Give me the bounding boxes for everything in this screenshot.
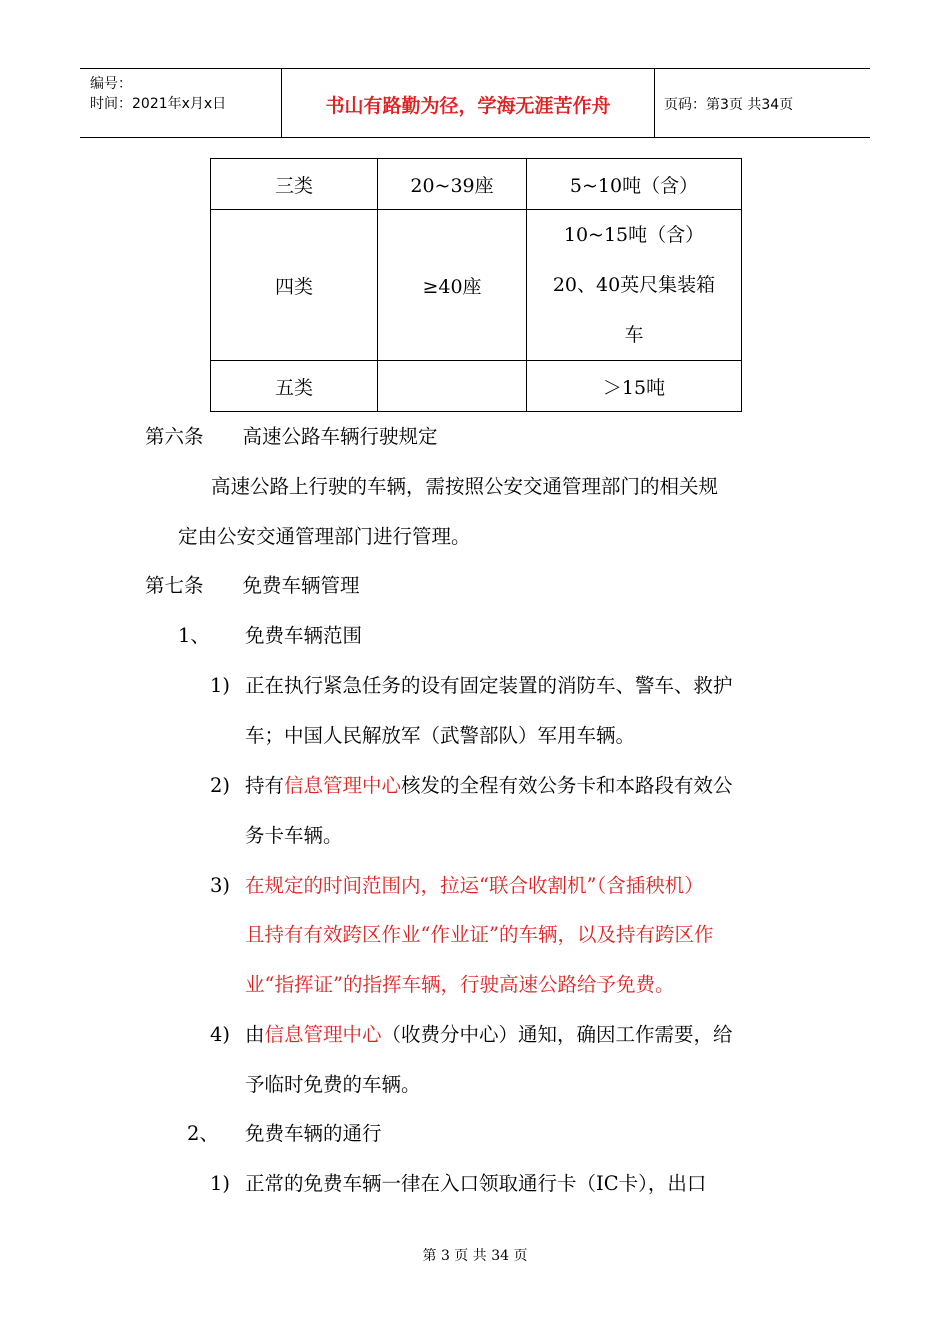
list-item-line-highlighted: 业“指挥证”的指挥车辆，行驶高速公路给予免费。: [245, 973, 675, 996]
table-cell-category: 三类: [211, 159, 378, 210]
list-item-line: 正常的免费车辆一律在入口领取通行卡（IC卡），出口: [245, 1172, 707, 1195]
article-6-paragraph-line: 高速公路上行驶的车辆，需按照公安交通管理部门的相关规: [211, 475, 719, 498]
list-item-line: 务卡车辆。: [245, 824, 343, 847]
list-item-line-highlighted: 在规定的时间范围内，拉运“联合收割机”（含插秧机）: [245, 874, 704, 897]
list-item-number: 1): [210, 1172, 231, 1195]
header-page-number: 页码：第3页 共34页: [664, 97, 794, 113]
section-2-number: 2、: [187, 1122, 219, 1145]
section-2-title: 免费车辆的通行: [245, 1122, 382, 1145]
tonnage-line: 20、40英尺集装箱: [552, 274, 716, 296]
section-1-number: 1、: [178, 624, 210, 647]
highlighted-term: 信息管理中心: [264, 1023, 382, 1046]
text-run: 核发的全程有效公务卡和本路段有效公: [401, 774, 733, 797]
tonnage-line: 车: [624, 324, 644, 346]
table-cell-tonnage: 5~10吨（含）: [527, 159, 742, 210]
list-item-line: [245, 773, 733, 799]
text-run: 持有: [245, 774, 285, 797]
article-6-paragraph-line: 定由公安交通管理部门进行管理。: [178, 525, 471, 548]
table-row: [211, 361, 742, 412]
list-item-line: 正在执行紧急任务的设有固定装置的消防车、警车、救护: [245, 674, 733, 697]
header-motto: 书山有路勤为径，学海无涯苦作舟: [325, 95, 611, 117]
page-footer: 第 3 页 共 34 页: [422, 1248, 528, 1264]
text-run: （收费分中心）通知，确因工作需要，给: [381, 1023, 733, 1046]
highlighted-term: 信息管理中心: [284, 774, 402, 797]
table-row: [211, 159, 742, 210]
table-cell-tonnage: ＞15吨: [527, 361, 742, 412]
list-item-number: 1): [210, 674, 231, 697]
table-cell-seats: 20~39座: [378, 159, 527, 210]
list-item-line-highlighted: 且持有有效跨区作业“作业证”的车辆，以及持有跨区作: [245, 923, 714, 946]
table-cell-category: 五类: [211, 361, 378, 412]
article-7-heading: 第七条 免费车辆管理: [145, 574, 360, 597]
list-item-number: 4): [210, 1023, 231, 1046]
header-motto-cell: [282, 69, 655, 137]
tonnage-line: 10~15吨（含）: [563, 224, 705, 246]
vehicle-classification-table: [210, 158, 742, 412]
document-time-label: 时间：2021年x月x日: [90, 96, 227, 112]
list-item-line: [245, 1022, 733, 1048]
list-item-line: 予临时免费的车辆。: [245, 1073, 421, 1096]
list-item-number: 2): [210, 774, 231, 797]
header-info-cell: [80, 69, 282, 137]
page-header: [80, 68, 870, 138]
list-item-line: 车；中国人民解放军（武警部队）军用车辆。: [245, 724, 636, 747]
table-cell-tonnage: [527, 210, 742, 361]
table-cell-seats: [378, 361, 527, 412]
table-row: [211, 210, 742, 361]
article-6-heading: 第六条 高速公路车辆行驶规定: [145, 425, 438, 448]
text-run: 由: [245, 1023, 265, 1046]
table-cell-category: 四类: [211, 210, 378, 361]
table-cell-seats: ≥40座: [378, 210, 527, 361]
list-item-number: 3): [210, 874, 231, 897]
document-number-label: 编号：: [90, 76, 132, 92]
section-1-title: 免费车辆范围: [245, 624, 363, 647]
header-page-cell: [655, 69, 870, 137]
